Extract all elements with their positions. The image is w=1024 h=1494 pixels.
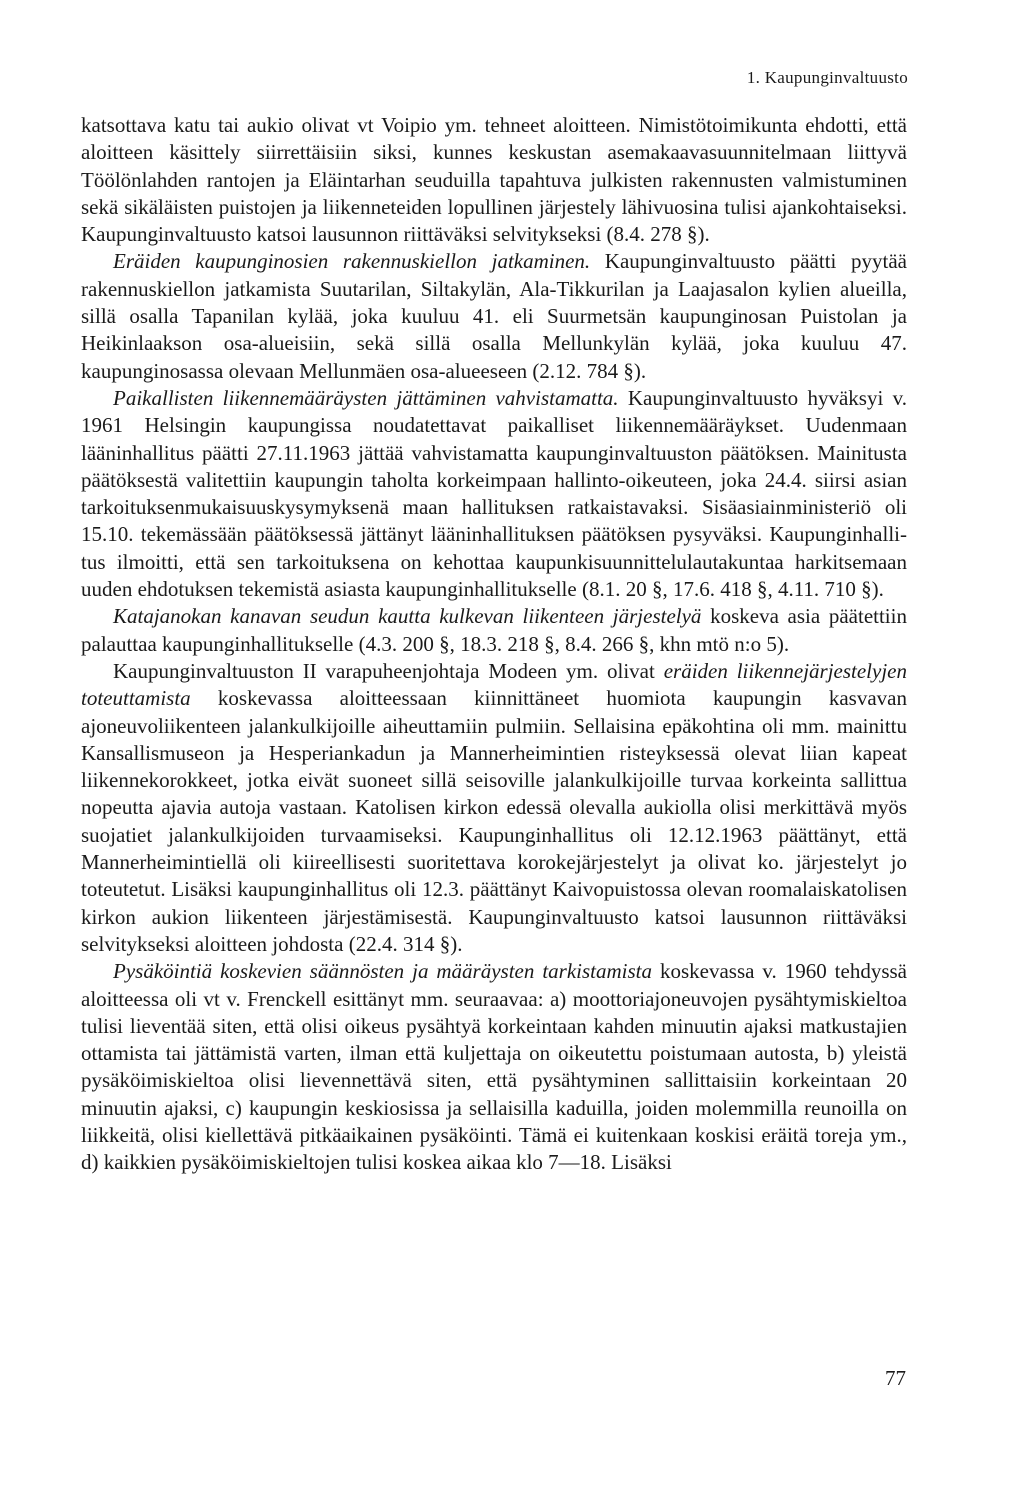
paragraph-1-text: katsottava katu tai aukio olivat vt Voipio ym. tehneet aloitteen. Nimistötoimikunta ehdotti, että aloitteen käsittely siirrettäisiin siksi, kunnes keskustan asemakaavasuunnitelmaan liittyvä Töölönlahden rantojen ja Eläintarhan seuduilla tapahtuva julkisten rakennusten valmistuminen sekä sikäläisten puistojen ja liikenneteiden lopullinen järjestely lähivuosina tulisi ajankohtaiseksi. Kaupunginvaltuusto katsoi lausunnon riittäväksi selvitykseksi (8.4. 278 §). [81, 113, 907, 247]
running-header: 1. Kaupunginvaltuusto [746, 68, 908, 87]
paragraph-5 [81, 658, 907, 958]
page-number: 77 [885, 1366, 906, 1390]
paragraph-3-text: Kaupunginvaltuusto hyväksyi v. 1961 Helsingin kaupungissa noudatettavat paikalliset liikennemääräykset. Uudenmaan lääninhallitus päätti 27.11.1963 jättää vahvistamatta kaupunginvaltuuston päätöksen. Mainitusta päätöksestä valitettiin kaupungin taholta korkeimpaan hallinto-oikeuteen, joka 24.4. siirsi asian tarkoituksenmukaisuuskysymyksenä maan hallituksen ratkaistavaksi. Sisäasiainministeriö oli 15.10. tekemässään päätöksessä jättänyt lääninhallituksen päätöksen pysyväksi. Kaupunginhallitus ilmoitti, että sen tarkoituksena on kehottaa kaupunkisuunnittelulautakuntaa harkitsemaan uuden ehdotuksen tekemistä asiasta kaupunginhallitukselle (8.1. 20 §, 17.6. 418 §, 4.11. 710 §). [81, 385, 907, 602]
paragraph-5-heading: eräiden liikennejärjestelyjen toteuttamista [81, 658, 907, 711]
paragraph-4 [81, 603, 907, 658]
paragraph-3-heading: Paikallisten liikennemääräysten jättäminen vahvistamatta. [113, 385, 619, 410]
paragraph-6-heading: Pysäköintiä koskevien säännösten ja määräysten tarkistamista [113, 959, 653, 984]
paragraph-2 [81, 248, 907, 384]
paragraph-5-lead: Kaupunginvaltuuston II varapuheenjohtaja Modeen ym. olivat [113, 658, 664, 683]
paragraph-4-text: koskeva asia päätettiin palauttaa kaupunginhallitukselle (4.3. 200 §, 18.3. 218 §, 8.4. 266 §, khn mtö n:o 5). [81, 604, 907, 656]
paragraph-1 [81, 112, 907, 248]
paragraph-3 [81, 385, 907, 603]
body-text [81, 112, 907, 1177]
paragraph-2-heading: Eräiden kaupunginosien rakennuskiellon jatkaminen. [113, 249, 591, 274]
paragraph-2-text: Kaupunginvaltuusto päätti pyytää rakennuskiellon jatkamista Suutarilan, Siltakylän, Ala-Tikkurilan ja Laajasalon kylien alueilla, sillä osalla Tapanilan kylää, joka kuuluu 41. eli Suurmetsän kaupunginosan Puistolan ja Heikinlaakson osa-alueisiin, sekä sillä osalla Mellunkylän kylää, joka kuuluu 47. kaupunginosassa olevaan Mellunmäen osa-alueeseen (2.12. 784 §). [81, 249, 907, 383]
paragraph-6-text: koskevassa v. 1960 tehdyssä aloitteessa oli vt v. Frenckell esittänyt mm. seuraavaa: a) moottoriajoneuvojen pysähtymiskieltoa tulisi lieventää siten, että olisi oikeus pysähtyä korkeintaan kahden minuutin ajaksi matkustajien ottamista tai jättämistä varten, ilman että kuljettaja on oikeutettu poistumaan autosta, b) yleistä pysäköimiskieltoa olisi lievennettävä siten, että pysähtyminen sallittaisiin korkeintaan 20 minuutin ajaksi, c) kaupungin keskiosissa ja sellaisilla kaduilla, joiden molemmilla reunoilla on liikkeitä, olisi kiellettävä pitkäaikainen pysäköinti. Tämä ei kuitenkaan koskisi eräitä toreja ym., d) kaikkien pysäköimiskieltojen tulisi koskea aikaa klo 7—18. Lisäksi [81, 959, 908, 1175]
paragraph-4-heading: Katajanokan kanavan seudun kautta kulkevan liikenteen järjestelyä [113, 604, 702, 629]
paragraph-6 [81, 958, 907, 1176]
paragraph-5-text: koskevassa aloitteessaan kiinnittäneet huomiota kaupungin kasvavan ajoneuvoliikenteen jalankulkijoille aiheuttamiin pulmiin. Sellaisina epäkohtina oli mm. mainittu Kansallismuseon ja Hesperiankadun ja Mannerheimintien risteyksessä olevat liian kapeat liikennekorokkeet, jotka eivät suoneet sillä seisoville jalankulkijoille turvaa korkeinta sallittua nopeutta ajavia autoja vastaan. Katolisen kirkon edessä olevalla aukiolla olisi merkittävä myös suojatiet jalankulkijoiden turvaamiseksi. Kaupunginhallitus oli 12.12.1963 päättänyt, että Mannerheimintiellä oli kiireellisesti suoritettava korokejärjestelyt ja olivat ko. järjestelyt jo toteutetut. Lisäksi kaupunginhallitus oli 12.3. päättänyt Kaivopuistossa olevan roomalaiskatolisen kirkon aukion liikenteen järjestämisestä. Kaupunginvaltuusto katsoi lausunnon riittäväksi selvitykseksi aloitteen johdosta (22.4. 314 §). [81, 686, 907, 956]
